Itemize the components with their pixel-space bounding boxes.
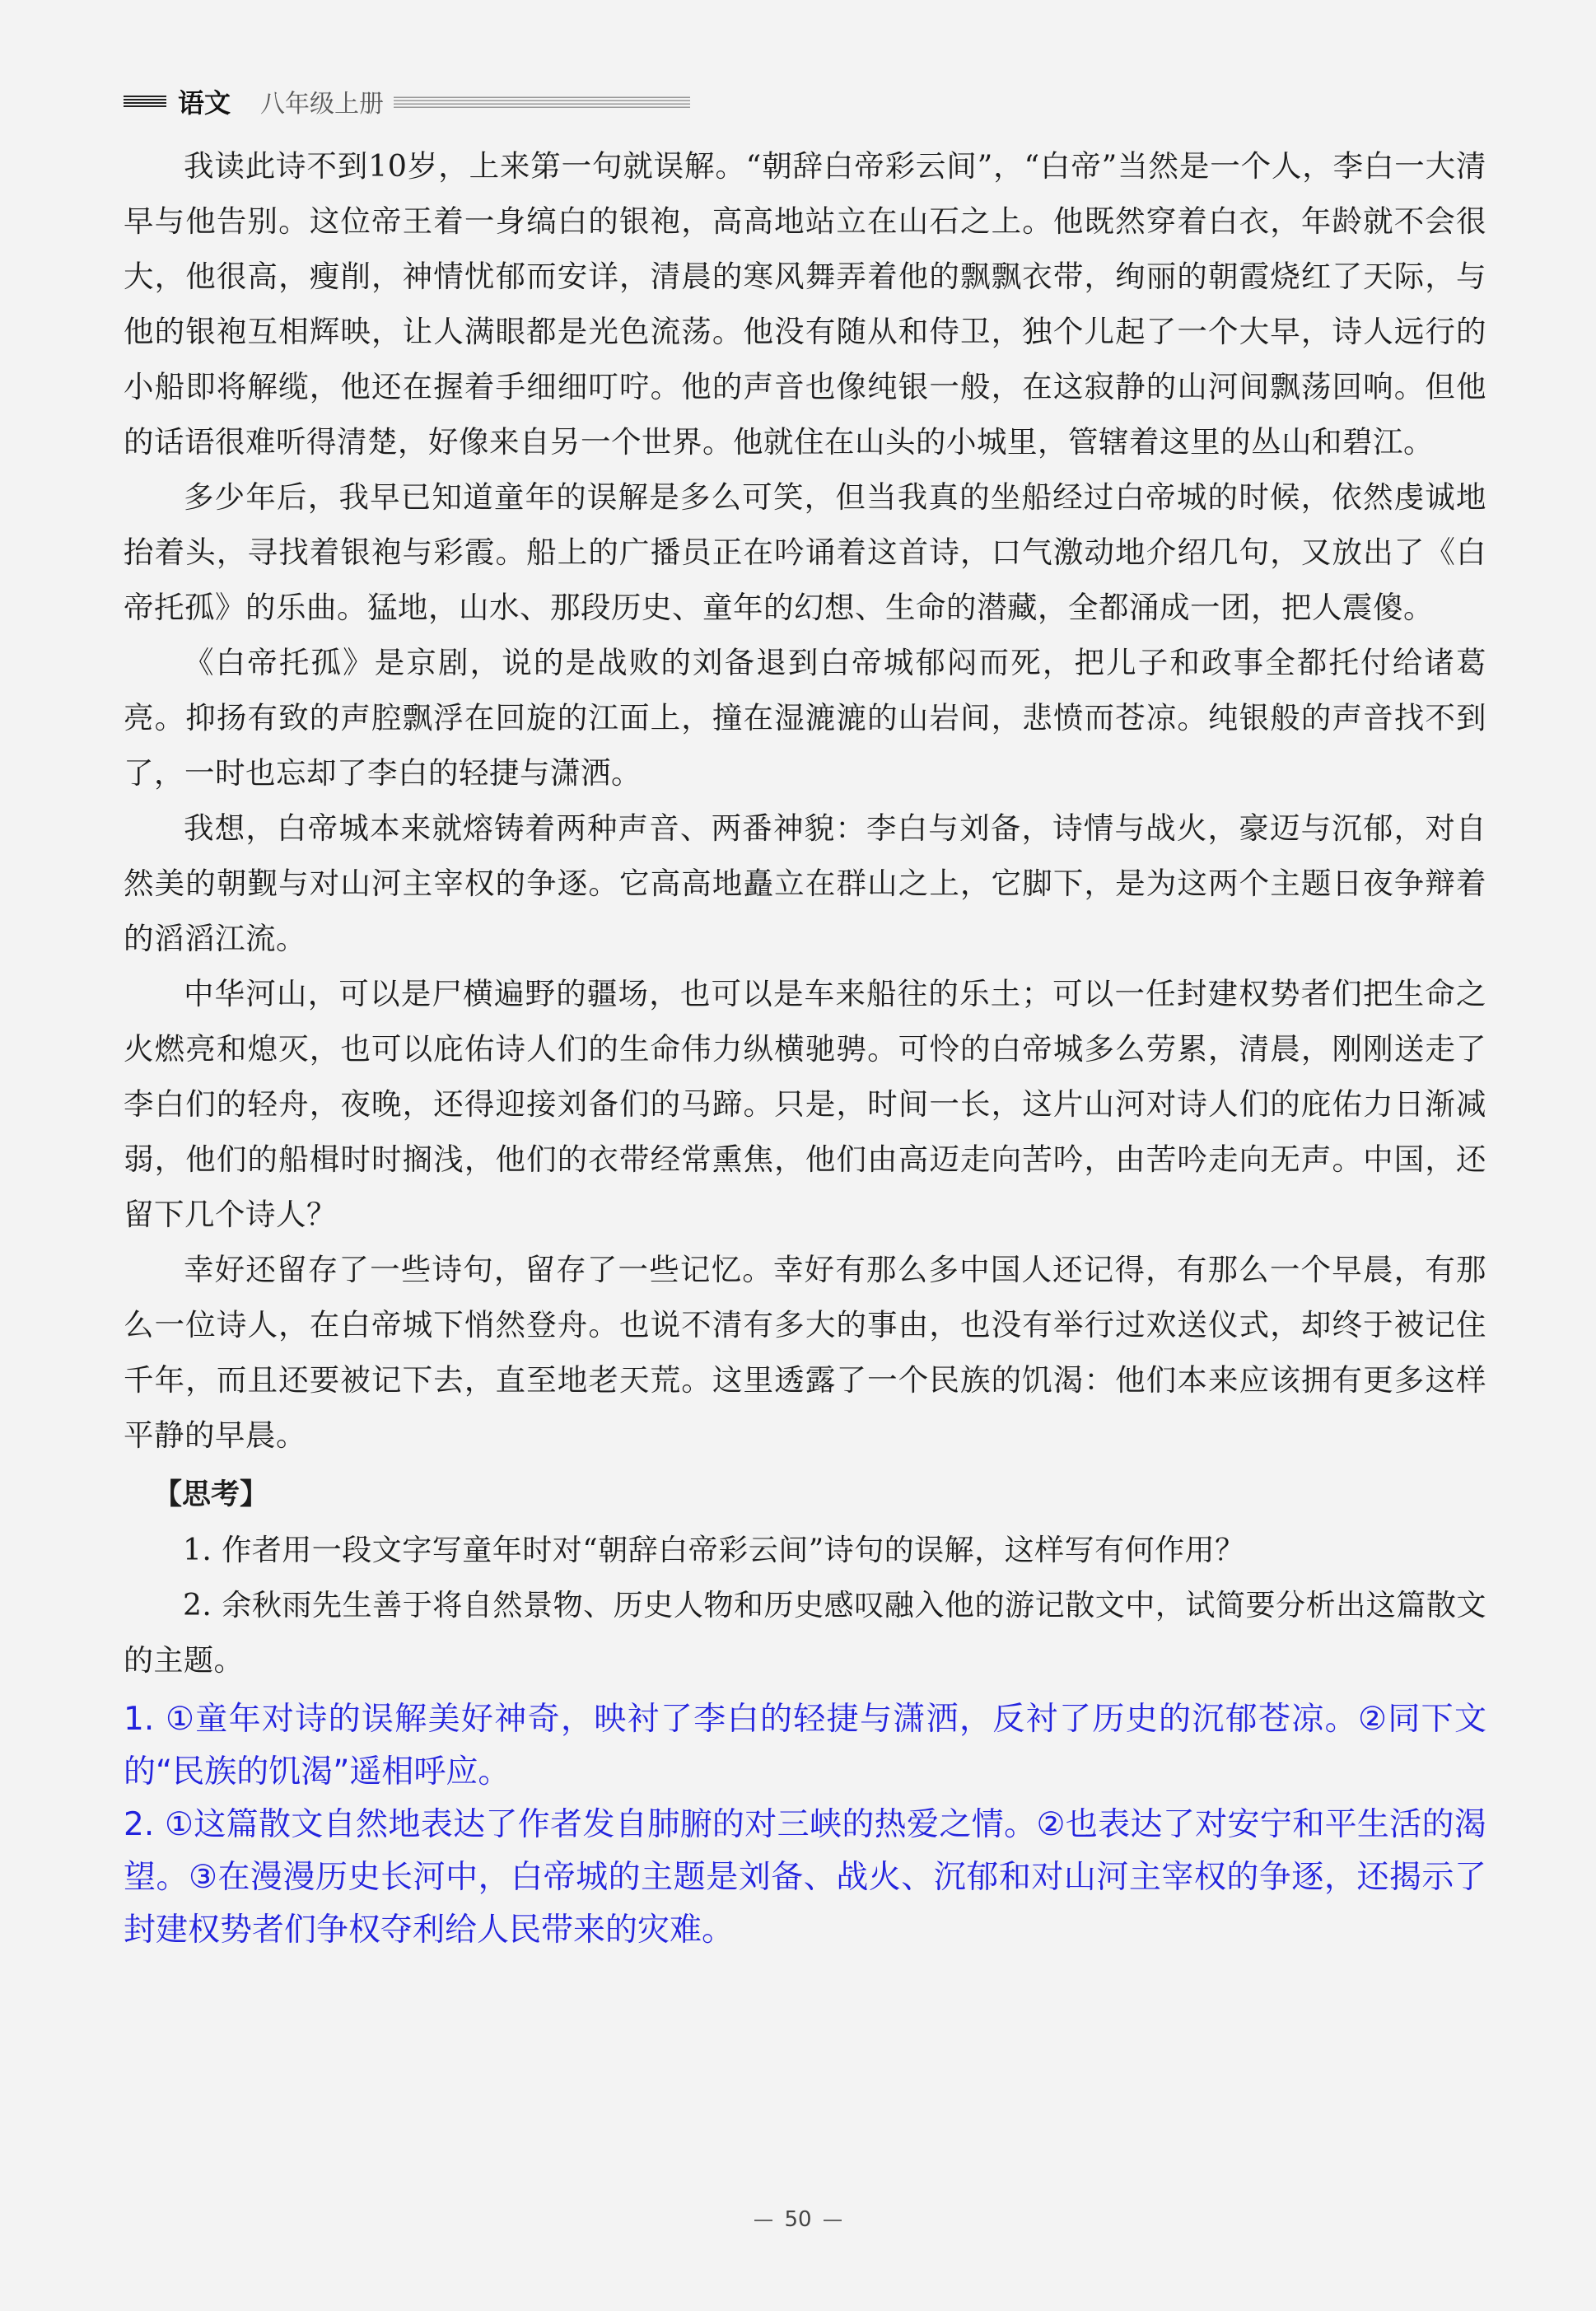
header-grade: 八年级上册 xyxy=(260,90,385,119)
page-footer xyxy=(0,2207,1596,2232)
body-paragraph-2: 多少年后，我早已知道童年的误解是多么可笑，但当我真的坐船经过白帝城的时候，依然虔诚地抬着头，寻找着银袍与彩霞。船上的广播员正在吟诵着这首诗，口气激动地介绍几句，又放出了《白帝托孤》的乐曲。猛地，山水、那段历史、童年的幻想、生命的潜藏，全都涌成一团，把人震傻。 xyxy=(124,479,1486,625)
handwritten-answers xyxy=(124,1693,1486,1957)
header-subject: 语文 xyxy=(178,87,231,119)
answer-1: 1. ①童年对诗的误解美好神奇，映衬了李白的轻捷与潇洒，反衬了历史的沉郁苍凉。②同下文的“民族的饥渴”遥相呼应。 xyxy=(124,1701,1486,1790)
body-paragraph-1: 我读此诗不到10岁，上来第一句就误解。“朝辞白帝彩云间”，“白帝”当然是一个人，李白一大清早与他告别。这位帝王着一身缟白的银袍，高高地站立在山石之上。他既然穿着白衣，年龄就不会很大，他很高，瘦削，神情忧郁而安详，清晨的寒风舞弄着他的飘飘衣带，绚丽的朝霞烧红了天际，与他的银袍互相辉映，让人满眼都是光色流荡。他没有随从和侍卫，独个儿起了一个大早，诗人远行的小船即将解缆，他还在握着手细细叮咛。他的声音也像纯银一般，在这寂静的山河间飘荡回响。但他的话语很难听得清楚，好像来自另一个世界。他就住在山头的小城里，管辖着这里的丛山和碧江。 xyxy=(124,148,1486,460)
body-paragraph-3: 《白帝托孤》是京剧，说的是战败的刘备退到白帝城郁闷而死，把儿子和政事全都托付给诸葛亮。抑扬有致的声腔飘浮在回旋的江面上，撞在湿漉漉的山岩间，悲愤而苍凉。纯银般的声音找不到了，一时也忘却了李白的轻捷与潇洒。 xyxy=(124,645,1486,791)
footer-dash-left xyxy=(754,2220,772,2221)
thinking-question-2: 2. 余秋雨先生善于将自然景物、历史人物和历史感叹融入他的游记散文中，试简要分析出这篇散文的主题。 xyxy=(124,1589,1486,1678)
page-number: 50 xyxy=(784,2207,812,2232)
body-paragraph-6: 幸好还留存了一些诗句，留存了一些记忆。幸好有那么多中国人还记得，有那么一个早晨，有那么一位诗人，在白帝城下悄然登舟。也说不清有多大的事由，也没有举行过欢送仪式，却终于被记住千年，而且还要被记下去，直至地老天荒。这里透露了一个民族的饥渴：他们本来应该拥有更多这样平静的早晨。 xyxy=(124,1252,1486,1453)
page-header xyxy=(124,81,690,122)
header-decoration-bar xyxy=(124,96,166,107)
footer-dash-right xyxy=(824,2220,842,2221)
main-content xyxy=(124,138,1486,1957)
thinking-heading: 【思考】 xyxy=(153,1478,269,1511)
answer-2: 2. ①这篇散文自然地表达了作者发自肺腑的对三峡的热爱之情。②也表达了对安宁和平生活的渴望。③在漫漫历史长河中，白帝城的主题是刘备、战火、沉郁和对山河主宰权的争逐，还揭示了封建权势者们争权夺利给人民带来的灾难。 xyxy=(124,1806,1486,1949)
thinking-question-1: 1. 作者用一段文字写童年时对“朝辞白帝彩云间”诗句的误解，这样写有何作用？ xyxy=(183,1534,1245,1567)
body-paragraph-5: 中华河山，可以是尸横遍野的疆场，也可以是车来船往的乐土；可以一任封建权势者们把生命之火燃亮和熄灭，也可以庇佑诗人们的生命伟力纵横驰骋。可怜的白帝城多么劳累，清晨，刚刚送走了李白们的轻舟，夜晚，还得迎接刘备们的马蹄。只是，时间一长，这片山河对诗人们的庇佑力日渐减弱，他们的船楫时时搁浅，他们的衣带经常熏焦，他们由高迈走向苦吟，由苦吟走向无声。中国，还留下几个诗人？ xyxy=(124,976,1486,1232)
body-paragraph-4: 我想，白帝城本来就熔铸着两种声音、两番神貌：李白与刘备，诗情与战火，豪迈与沉郁，对自然美的朝觐与对山河主宰权的争逐。它高高地矗立在群山之上，它脚下，是为这两个主题日夜争辩着的滔滔江流。 xyxy=(124,810,1486,956)
header-decoration-rule xyxy=(394,95,690,108)
